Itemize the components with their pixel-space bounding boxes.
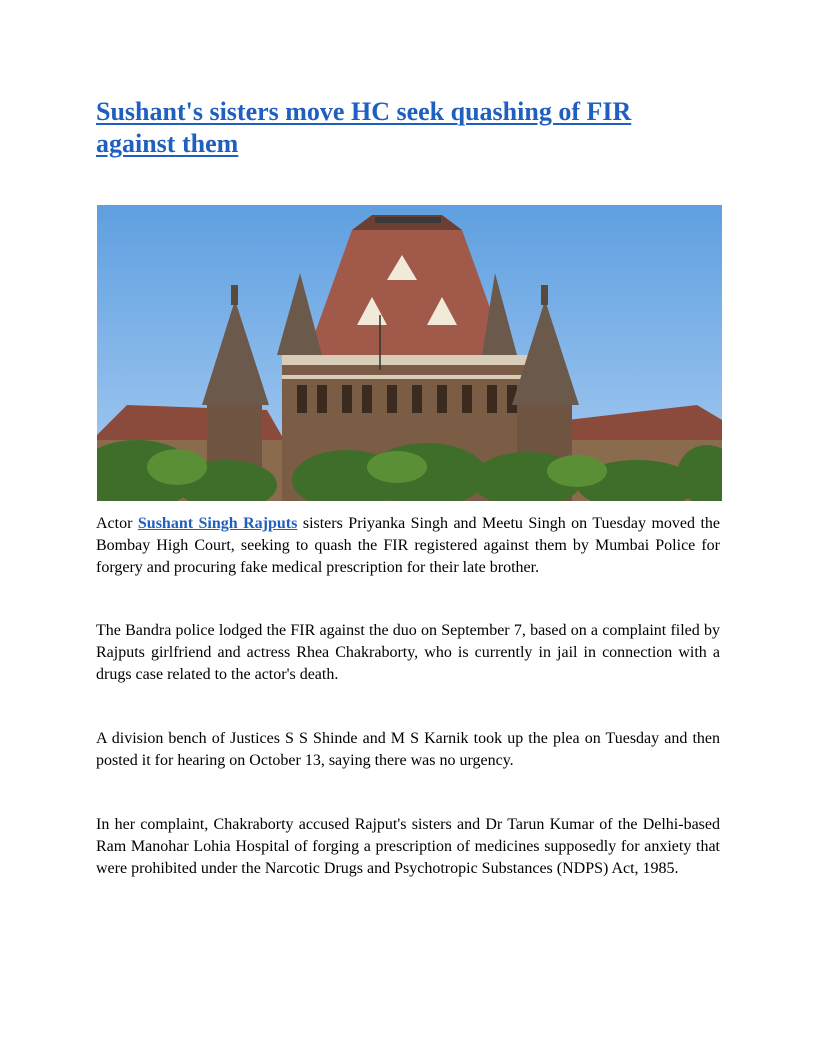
article-paragraph-1 xyxy=(96,513,720,579)
bombay-high-court-illustration xyxy=(97,205,722,501)
paragraph-1-lead: Actor xyxy=(96,515,138,532)
article-paragraph-4: In her complaint, Chakraborty accused Rajput's sisters and Dr Tarun Kumar of the Delhi-based Ram Manohar Lohia Hospital of forging a prescription of medicines supposedly for anxiety that were prohibited under the Narcotic Drugs and Psychotropic Substances (NDPS) Act, 1985. xyxy=(96,816,720,877)
article-photo xyxy=(97,205,722,501)
sushant-singh-rajputs-link[interactable]: Sushant Singh Rajputs xyxy=(137,515,298,532)
article-title-link[interactable]: Sushant's sisters move HC seek quashing of FIR against them xyxy=(96,97,632,158)
article-paragraph-3: A division bench of Justices S S Shinde and M S Karnik took up the plea on Tuesday and then posted it for hearing on October 13, saying there was no urgency. xyxy=(96,730,720,769)
paragraph-1-body: sisters Priyanka Singh and Meetu Singh on Tuesday moved the Bombay High Court, seeking to quash the FIR registered against them by Mumbai Police for forgery and procuring fake medical prescription for their late brother. xyxy=(96,515,721,576)
article-paragraph-2: The Bandra police lodged the FIR against the duo on September 7, based on a complaint filed by Rajputs girlfriend and actress Rhea Chakraborty, who is currently in jail in connection with a drugs case related to the actor's death. xyxy=(96,622,720,683)
